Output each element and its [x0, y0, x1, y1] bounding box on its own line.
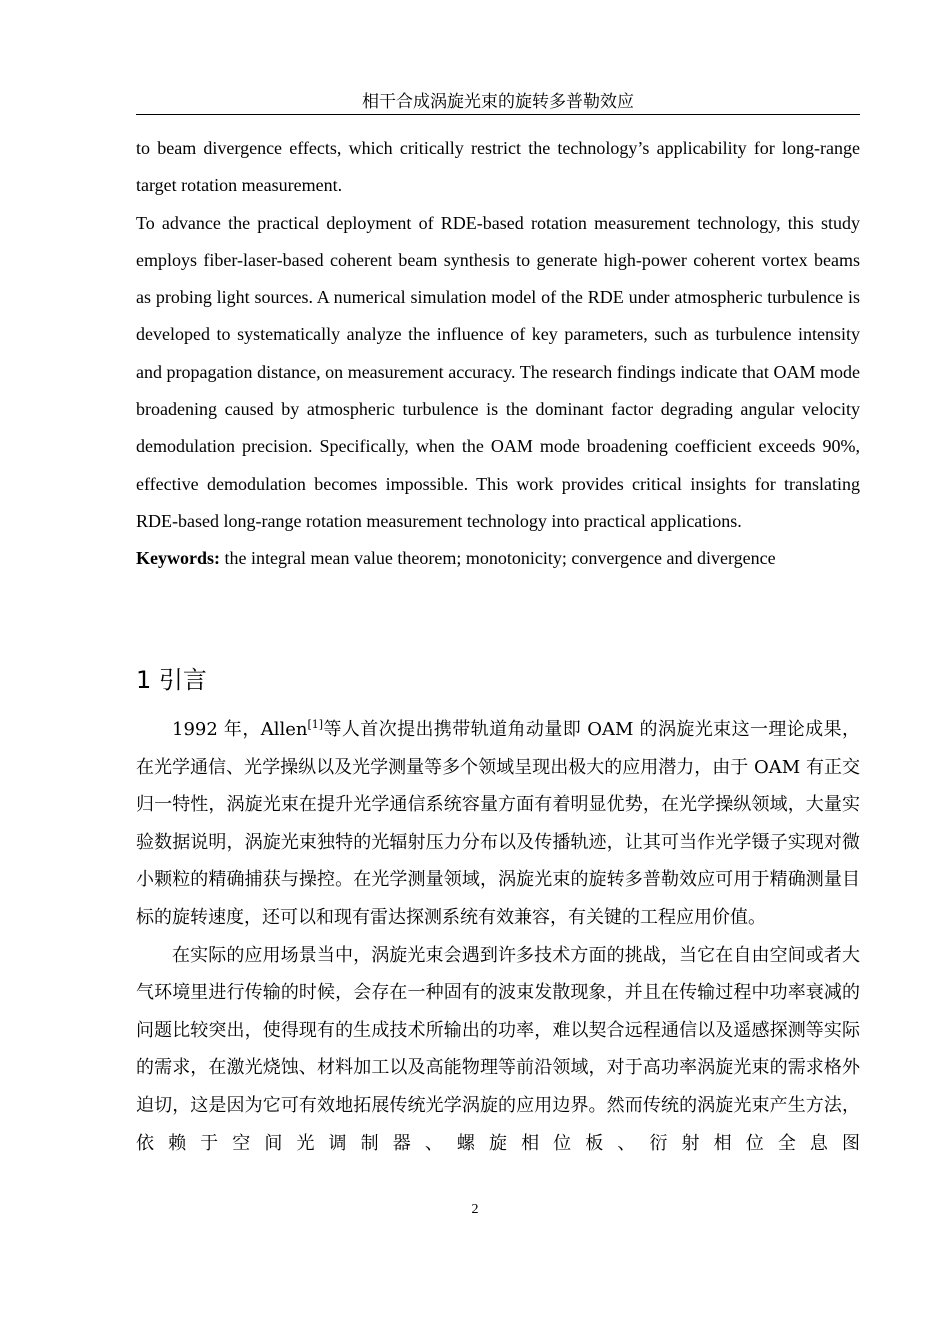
abstract-continuation: to beam divergence effects, which critically restrict the technology’s applicability for long-range target rotation measurement. [136, 138, 860, 196]
intro-paragraph-1 [136, 711, 860, 937]
page-number: 2 [471, 1202, 479, 1217]
running-header: 相干合成涡旋光束的旋转多普勒效应 [362, 92, 634, 112]
abstract-english [136, 130, 860, 578]
header-rule [136, 114, 860, 115]
keywords-line [136, 540, 860, 577]
citation-ref[interactable]: [1] [307, 718, 324, 731]
intro-lead: 1992 年，Allen [172, 719, 308, 740]
section-heading: 1 引言 [136, 666, 207, 694]
intro-paragraph-2: 在实际的应用场景当中，涡旋光束会遇到许多技术方面的挑战，当它在自由空间或者大气环境里进行传输的时候，会存在一种固有的波束发散现象，并且在传输过程中功率衰减的问题比较突出，使得现有的生成技术所输出的功率，难以契合远程通信以及遥感探测等实际的需求，在激光烧蚀、材料加工以及高能物理等前沿领域，对于高功率涡旋光束的需求格外迫切，这是因为它可有效地拓展传统光学涡旋的应用边界。然而传统的涡旋光束产生方法，依赖于空间光调制器、螺旋相位板、衍射相位全息图 [136, 944, 860, 1154]
keywords-text: the integral mean value theorem; monotonicity; convergence and divergence [220, 548, 776, 569]
abstract-paragraph: To advance the practical deployment of RDE-based rotation measurement technology, this study employs fiber-laser-based coherent beam synthesis to generate high-power coherent vortex beams as probing light sources. A numerical simulation model of the RDE under atmospheric turbulence is developed to systematically analyze the influence of key parameters, such as turbulence intensity and propagation distance, on measurement accuracy. The research findings indicate that OAM mode broadening caused by atmospheric turbulence is the dominant factor degrading angular velocity demodulation precision. Specifically, when the OAM mode broadening coefficient exceeds 90%, effective demodulation becomes impossible. This work provides critical insights for translating RDE-based long-range rotation measurement technology into practical applications. [136, 212, 860, 531]
section-body [136, 711, 860, 1162]
intro-rest: 等人首次提出携带轨道角动量即 OAM 的涡旋光束这一理论成果，在光学通信、光学操纵以及光学测量等多个领域呈现出极大的应用潜力，由于 OAM 有正交归一特性，涡旋光束在提升光学通信系统容量方面有着明显优势，在光学操纵领域，大量实验数据说明，涡旋光束独特的光辐射压力分布以及传播轨迹，让其可当作光学镊子实现对微小颗粒的精确捕获与操控。在光学测量领域，涡旋光束的旋转多普勒效应可用于精确测量目标的旋转速度，还可以和现有雷达探测系统有效兼容，有关键的工程应用价值。 [136, 719, 860, 928]
keywords-label: Keywords: [136, 548, 220, 569]
